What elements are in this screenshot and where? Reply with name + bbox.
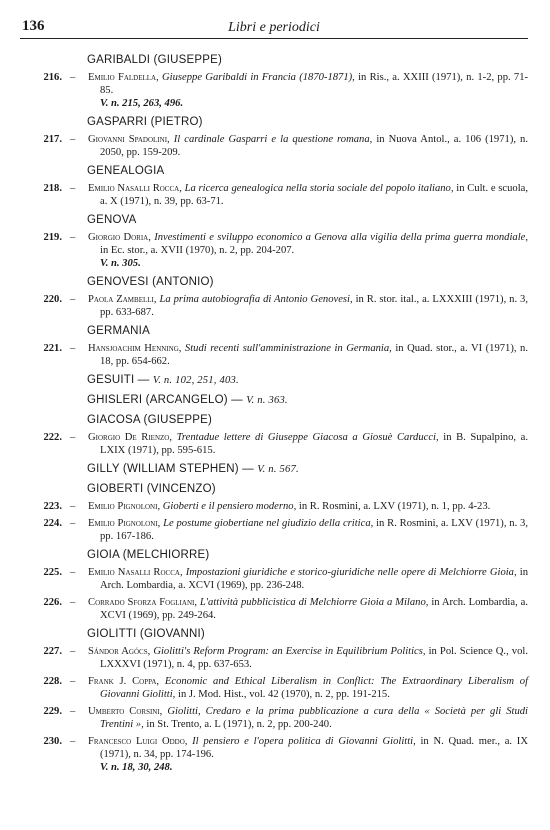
subject-heading	[87, 393, 528, 408]
entry-author: Paola Zambelli,	[88, 294, 157, 305]
entry-author: Hansjoachim Henning,	[88, 343, 182, 354]
bibliography-entry	[20, 735, 528, 774]
subject-heading-text: GASPARRI (PIETRO)	[87, 116, 203, 128]
entry-title: Giuseppe Garibaldi in Francia (1870-1871),	[162, 72, 355, 83]
cross-reference: V. n. 363.	[246, 395, 288, 406]
bibliography-entry	[20, 342, 528, 368]
subject-heading	[87, 548, 528, 562]
subject-heading-text: GIOIA (MELCHIORRE)	[87, 549, 210, 561]
running-header	[20, 18, 528, 39]
subject-section	[20, 462, 528, 477]
subject-section	[20, 627, 528, 774]
bibliography-entry	[20, 71, 528, 110]
subject-heading	[87, 482, 528, 496]
subject-section	[20, 413, 528, 457]
subject-heading-text: GESUITI —	[87, 374, 150, 386]
subject-heading	[87, 164, 528, 178]
entry-source: in St. Trento, a. L (1971), n. 2, pp. 200-240.	[146, 719, 332, 730]
entry-dash: –	[70, 706, 76, 717]
entry-number: 223.	[43, 501, 62, 512]
entry-source: in Ec. stor., a. XVII (1970), n. 2, pp. 204-207.	[100, 245, 295, 256]
entry-author: Sándor Agócs,	[88, 646, 151, 657]
entry-number: 220.	[43, 294, 62, 305]
entry-dash: –	[70, 183, 76, 194]
subject-heading	[87, 373, 528, 388]
bibliography-list	[20, 39, 528, 774]
entry-source: in R. Rosmini, a. LXV (1971), n. 3, pp. 167-186.	[100, 518, 528, 542]
bibliography-entry	[20, 596, 528, 622]
cross-reference: V. n. 567.	[257, 464, 299, 475]
entry-title: Giolitti, Credaro e la prima pubblicazione a cura della « Società per gli Studi Trentini »,	[100, 706, 528, 730]
entry-author: Emilio Faldella,	[88, 72, 159, 83]
subject-section	[20, 482, 528, 543]
entry-dash: –	[70, 432, 76, 443]
entry-title: L'attività pubblicistica di Melchiorre Gioia a Milano,	[199, 597, 429, 608]
subject-heading-text: GIOBERTI (VINCENZO)	[87, 483, 216, 495]
entry-source: in J. Mod. Hist., vol. 42 (1970), n. 2, pp. 191-215.	[178, 689, 390, 700]
entry-title: Economic and Ethical Liberalism in Conflict: The Extraordinary Liberalism of Giovanni Giolitti,	[100, 676, 529, 700]
entry-dash: –	[70, 134, 76, 145]
entry-author: Umberto Corsini,	[88, 706, 163, 717]
bibliography-entry	[20, 182, 528, 208]
entry-number: 227.	[43, 646, 62, 657]
subject-heading-text: GENEALOGIA	[87, 165, 165, 177]
bibliography-entry	[20, 566, 528, 592]
entry-dash: –	[70, 72, 76, 83]
subject-heading-text: GIOLITTI (GIOVANNI)	[87, 628, 205, 640]
entry-source: in R. Rosmini, a. LXV (1971), n. 1, pp. 4-23.	[298, 501, 491, 512]
running-title: Libri e periodici	[228, 20, 320, 35]
bibliography-entry	[20, 645, 528, 671]
cross-reference: V. n. 305.	[100, 258, 141, 269]
entry-author: Giorgio De Rienzo,	[88, 432, 172, 443]
entry-dash: –	[70, 232, 76, 243]
entry-source: in Nuova Antol., a. 106 (1971), n. 2050, pp. 159-209.	[100, 134, 528, 158]
entry-source: in Cult. e scuola, a. X (1971), n. 39, pp. 63-71.	[100, 183, 528, 207]
subject-heading	[87, 462, 528, 477]
subject-heading	[87, 213, 528, 227]
subject-heading-text: GARIBALDI (GIUSEPPE)	[87, 54, 223, 66]
entry-number: 229.	[43, 706, 62, 717]
entry-dash: –	[70, 501, 76, 512]
entry-source: in R. stor. ital., a. LXXXIII (1971), n. 3, pp. 633-687.	[100, 294, 529, 318]
entry-title: Il cardinale Gasparri e la questione romana,	[173, 134, 373, 145]
subject-heading-text: GERMANIA	[87, 325, 150, 337]
entry-dash: –	[70, 567, 76, 578]
subject-section	[20, 393, 528, 408]
bibliography-entry	[20, 293, 528, 319]
subject-section	[20, 275, 528, 319]
entry-author: Giovanni Spadolini,	[88, 134, 170, 145]
cross-reference: V. n. 102, 251, 403.	[152, 375, 239, 386]
subject-heading	[87, 324, 528, 338]
entry-author: Frank J. Coppa,	[88, 676, 160, 687]
subject-heading-text: GILLY (WILLIAM STEPHEN) —	[87, 463, 254, 475]
cross-reference: V. n. 215, 263, 496.	[100, 98, 184, 109]
entry-source: in Arch. Lombardia, a. XCVI (1969), pp. 236-248.	[100, 567, 528, 591]
entry-title: Gioberti e il pensiero moderno,	[162, 501, 297, 512]
entry-author: Giorgio Doria,	[88, 232, 151, 243]
entry-author: Emilio Pignoloni,	[88, 501, 161, 512]
entry-title: La ricerca genealogica nella storia sociale del popolo italiano,	[184, 183, 454, 194]
subject-section	[20, 115, 528, 159]
subject-heading-text: GHISLERI (ARCANGELO) —	[87, 394, 243, 406]
bibliography-entry	[20, 675, 528, 701]
entry-dash: –	[70, 294, 76, 305]
subject-section	[20, 213, 528, 270]
entry-number: 218.	[43, 183, 62, 194]
entry-source: in N. Quad. mer., a. IX (1971), n. 34, pp. 174-196.	[100, 736, 528, 760]
bibliography-entry	[20, 231, 528, 270]
entry-dash: –	[70, 343, 76, 354]
subject-heading-text: GENOVA	[87, 214, 137, 226]
entry-title: Impostazioni giuridiche e storico-giuridiche nelle opere di Melchiorre Gioia,	[185, 567, 517, 578]
entry-dash: –	[70, 518, 76, 529]
entry-title: Giolitti's Reform Program: an Exercise in Equilibrium Politics,	[153, 646, 426, 657]
entry-dash: –	[70, 597, 76, 608]
bibliography-entry	[20, 500, 528, 513]
entry-title: La prima autobiografia di Antonio Genovesi,	[159, 294, 353, 305]
entry-source: in Quad. stor., a. VI (1971), n. 18, pp. 654-662.	[100, 343, 528, 367]
entry-number: 217.	[43, 134, 62, 145]
subject-heading	[87, 413, 528, 427]
entry-author: Corrado Sforza Fogliani,	[88, 597, 197, 608]
entry-dash: –	[70, 736, 76, 747]
entry-source: in Ris., a. XXIII (1971), n. 1-2, pp. 71-85.	[100, 72, 529, 96]
entry-number: 216.	[43, 72, 62, 83]
page-number: 136	[22, 18, 45, 34]
entry-title: Studi recenti sull'amministrazione in Germania,	[184, 343, 392, 354]
subject-heading-text: GENOVESI (ANTONIO)	[87, 276, 214, 288]
entry-title: Investimenti e sviluppo economico a Genova alla vigilia della prima guerra mondiale,	[154, 232, 528, 243]
entry-source: in Arch. Lombardia, a. XCVI (1969), pp. 249-264.	[100, 597, 528, 621]
entry-number: 222.	[43, 432, 62, 443]
entry-number: 224.	[43, 518, 62, 529]
bibliography-entry	[20, 431, 528, 457]
entry-dash: –	[70, 646, 76, 657]
entry-number: 221.	[43, 343, 62, 354]
entry-number: 225.	[43, 567, 62, 578]
entry-author: Emilio Nasalli Rocca,	[88, 183, 182, 194]
subject-heading	[87, 275, 528, 289]
entry-author: Emilio Nasalli Rocca,	[88, 567, 183, 578]
entry-author: Francesco Luigi Oddo,	[88, 736, 188, 747]
entry-number: 226.	[43, 597, 62, 608]
subject-heading	[87, 53, 528, 67]
subject-section	[20, 53, 528, 110]
bibliography-entry	[20, 517, 528, 543]
subject-section	[20, 548, 528, 622]
cross-reference: V. n. 18, 30, 248.	[100, 762, 173, 773]
bibliography-entry	[20, 705, 528, 731]
entry-title: Il pensiero e l'opera politica di Giovanni Giolitti,	[192, 736, 416, 747]
entry-author: Emilio Pignoloni,	[88, 518, 161, 529]
subject-heading	[87, 627, 528, 641]
entry-dash: –	[70, 676, 76, 687]
entry-title: Trentadue lettere di Giuseppe Giacosa a Giosuè Carducci,	[176, 432, 439, 443]
bibliography-entry	[20, 133, 528, 159]
entry-source: in Pol. Science Q., vol. LXXXVI (1971), n. 4, pp. 637-653.	[100, 646, 528, 670]
entry-source: in B. Supalpino, a. LXIX (1971), pp. 595-615.	[100, 432, 528, 456]
subject-heading	[87, 115, 528, 129]
entry-number: 230.	[43, 736, 62, 747]
entry-number: 228.	[43, 676, 62, 687]
subject-section	[20, 373, 528, 388]
subject-heading-text: GIACOSA (GIUSEPPE)	[87, 414, 213, 426]
subject-section	[20, 164, 528, 208]
subject-section	[20, 324, 528, 368]
entry-title: Le postume giobertiane nel giudizio della critica,	[163, 518, 374, 529]
entry-number: 219.	[43, 232, 62, 243]
